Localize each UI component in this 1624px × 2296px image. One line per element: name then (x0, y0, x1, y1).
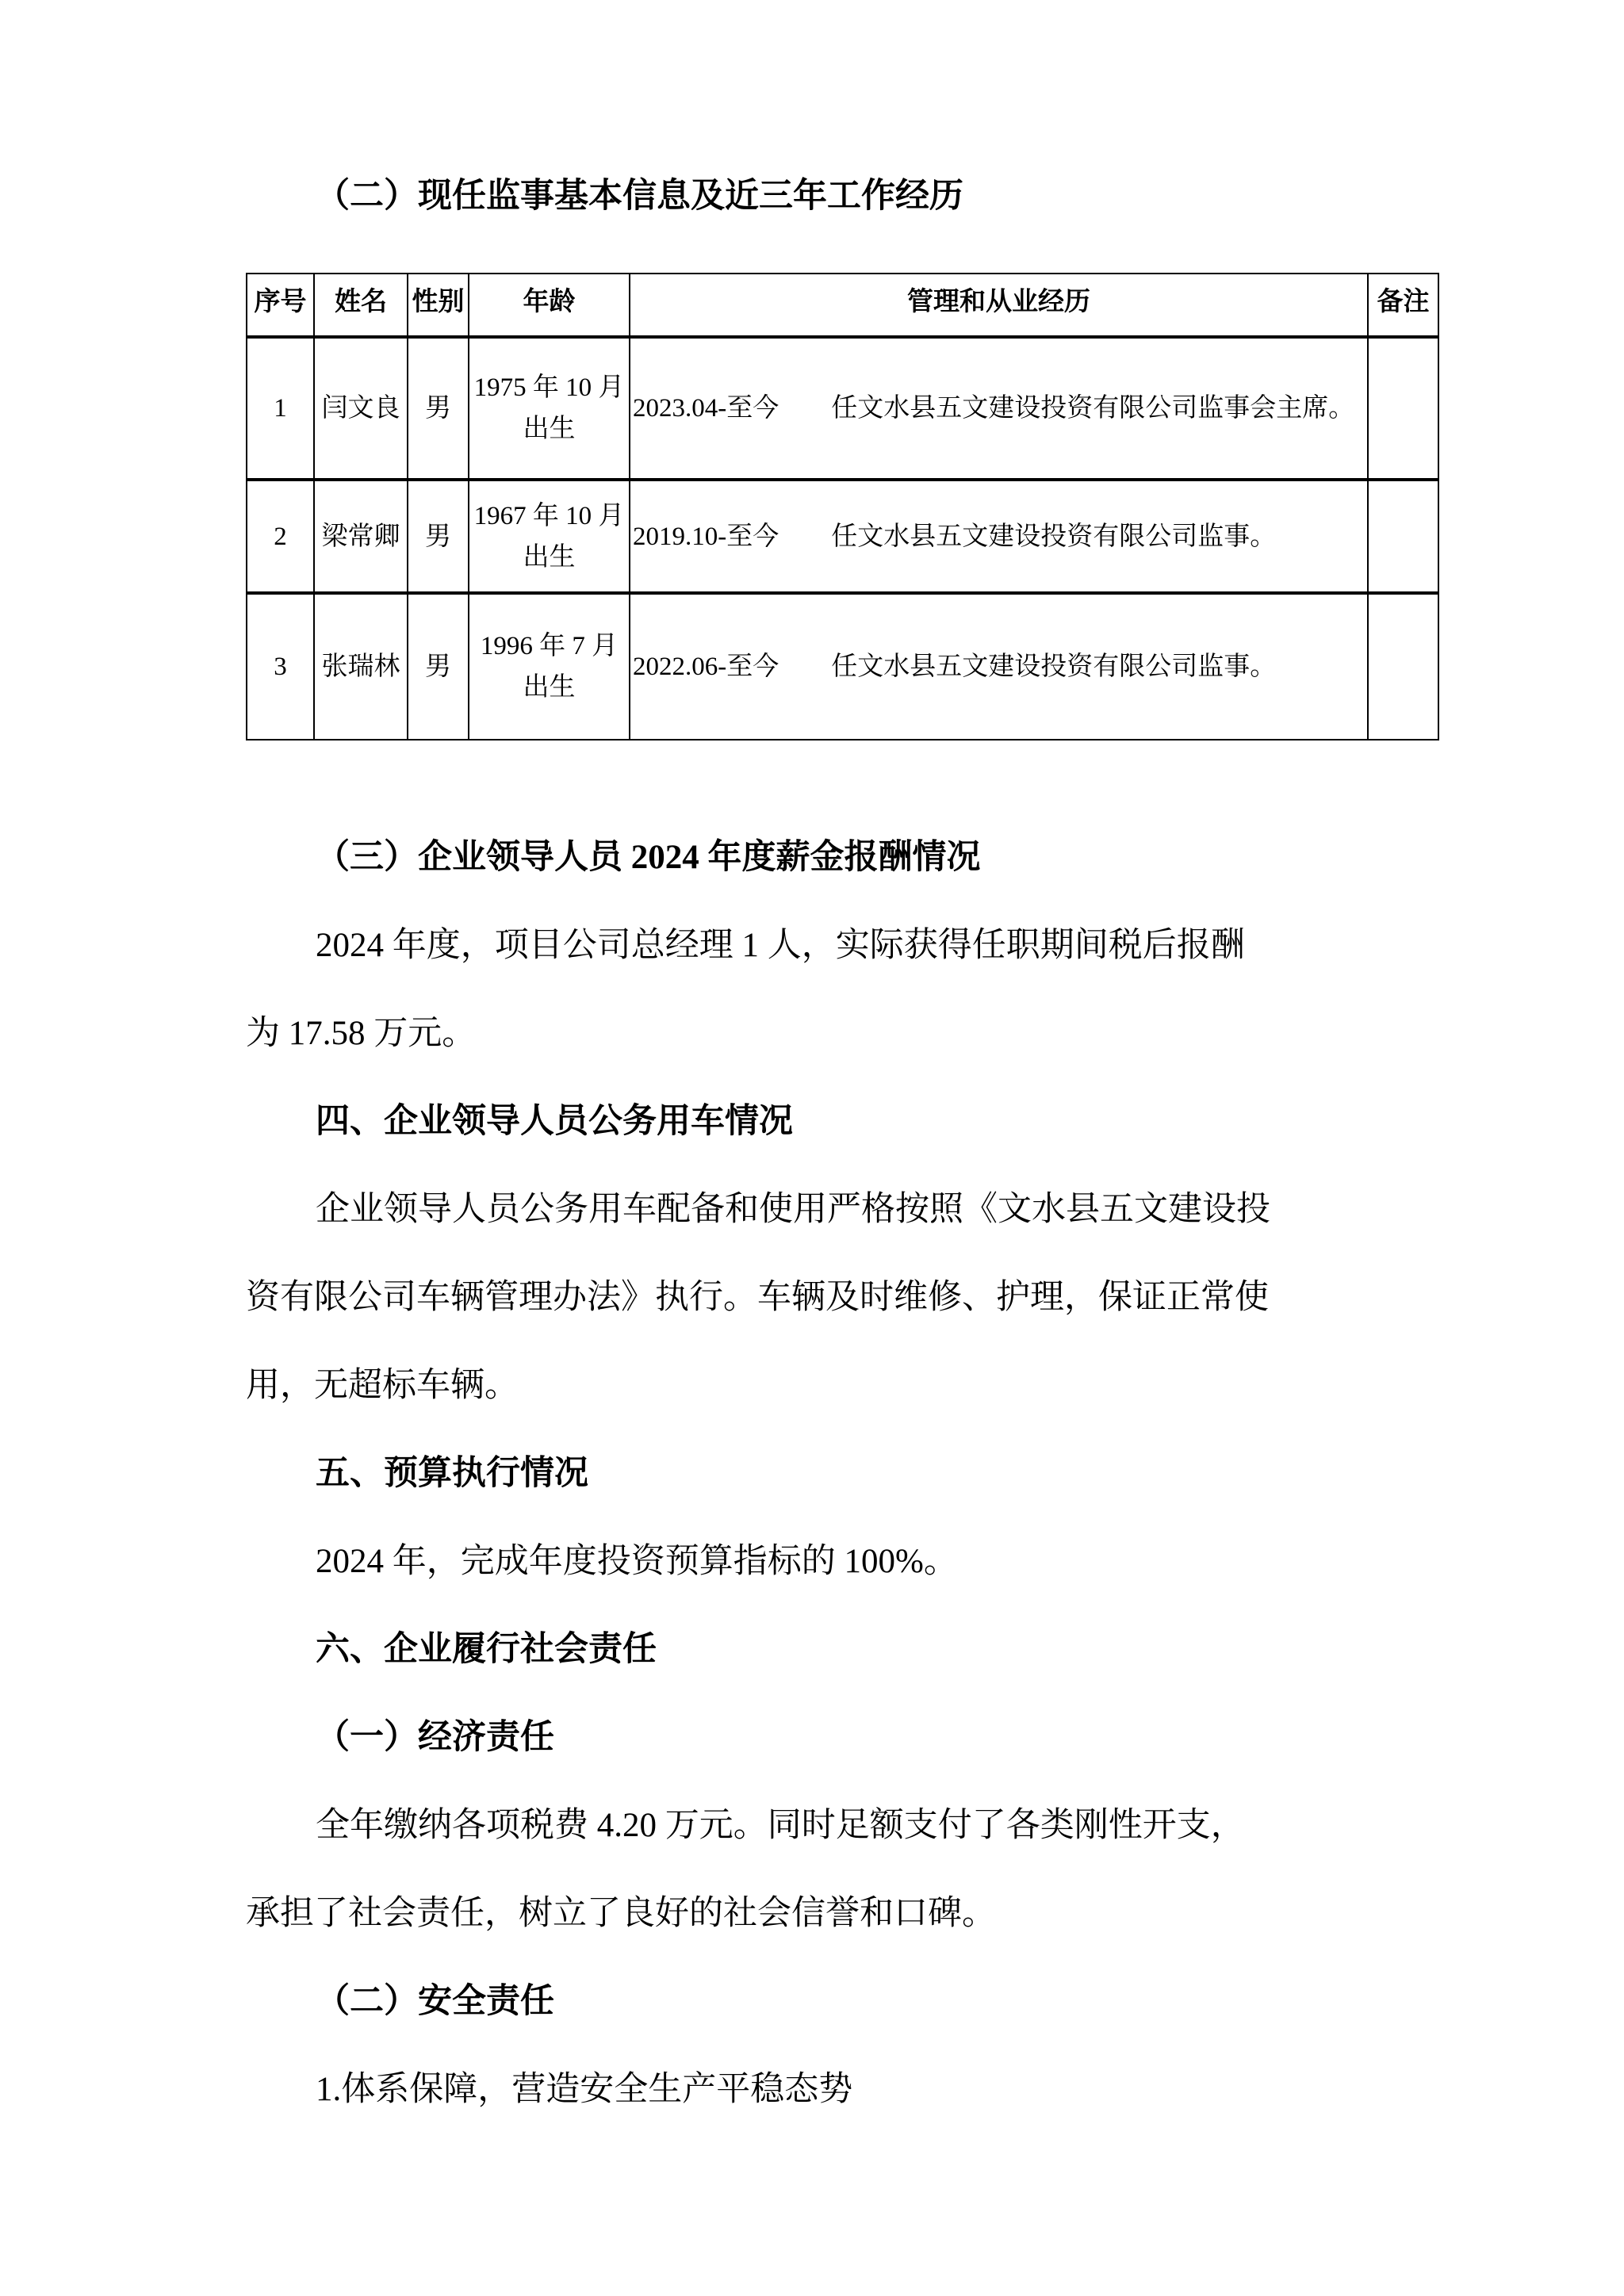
col-header-remark: 备注 (1368, 274, 1438, 337)
cell-age (469, 337, 630, 480)
col-header-experience: 管理和从业经历 (630, 274, 1368, 337)
age-line-2: 出生 (523, 542, 576, 572)
cell-age (469, 480, 630, 593)
supervisors-table (246, 273, 1439, 740)
cell-name: 张瑞林 (314, 593, 408, 740)
section-6-heading: 六、企业履行社会责任 (316, 1631, 657, 1668)
age-line-1: 1975 年 10 月 (473, 373, 625, 402)
section-2-heading: （二）现任监事基本信息及近三年工作经历 (316, 178, 963, 215)
section-3-heading: （三）企业领导人员 2024 年度薪金报酬情况 (316, 839, 981, 876)
section-4-heading: 四、企业领导人员公务用车情况 (316, 1103, 793, 1140)
safety-point-line: 1.体系保障，营造安全生产平稳态势 (316, 2071, 853, 2108)
economic-paragraph-line: 承担了社会责任，树立了良好的社会信誉和口碑。 (246, 1895, 996, 1932)
table-row-3 (247, 593, 1438, 740)
cell-no: 1 (247, 337, 314, 480)
col-header-no: 序号 (247, 274, 314, 337)
section-6-2-heading: （二）安全责任 (316, 1983, 554, 2020)
cell-remark (1368, 480, 1438, 593)
cell-name: 闫文良 (314, 337, 408, 480)
cell-gender: 男 (408, 480, 469, 593)
table-row-2 (247, 480, 1438, 593)
cell-no: 3 (247, 593, 314, 740)
cell-gender: 男 (408, 337, 469, 480)
vehicle-paragraph-line: 资有限公司车辆管理办法》执行。车辆及时维修、护理，保证正常使 (246, 1279, 1269, 1316)
cell-age (469, 593, 630, 740)
col-header-name: 姓名 (314, 274, 408, 337)
cell-remark (1368, 337, 1438, 480)
age-line-1: 1967 年 10 月 (473, 501, 625, 530)
col-header-gender: 性别 (408, 274, 469, 337)
cell-remark (1368, 593, 1438, 740)
age-line-2: 出生 (523, 415, 576, 443)
cell-gender: 男 (408, 593, 469, 740)
table-row-1 (247, 337, 1438, 480)
age-line-1: 1996 年 7 月 (480, 632, 619, 660)
salary-paragraph-line: 2024 年度，项目公司总经理 1 人，实际获得任职期间税后报酬 (316, 927, 1245, 964)
vehicle-paragraph-line: 企业领导人员公务用车配备和使用严格按照《文水县五文建设投 (316, 1191, 1270, 1228)
cell-experience: 2019.10-至今 任文水县五文建设投资有限公司监事。 (630, 480, 1368, 593)
cell-name: 梁常卿 (314, 480, 408, 593)
section-5-heading: 五、预算执行情况 (316, 1455, 588, 1492)
table-header-row (247, 274, 1438, 337)
age-line-2: 出生 (523, 673, 576, 702)
cell-no: 2 (247, 480, 314, 593)
vehicle-paragraph-line: 用，无超标车辆。 (246, 1367, 519, 1404)
document-content (246, 0, 1430, 2133)
col-header-age: 年龄 (469, 274, 630, 337)
budget-paragraph-line: 2024 年，完成年度投资预算指标的 100%。 (316, 1543, 958, 1580)
cell-experience: 2023.04-至今 任文水县五文建设投资有限公司监事会主席。 (630, 337, 1368, 480)
section-6-1-heading: （一）经济责任 (316, 1719, 554, 1756)
cell-experience: 2022.06-至今 任文水县五文建设投资有限公司监事。 (630, 593, 1368, 740)
economic-paragraph-line: 全年缴纳各项税费 4.20 万元。同时足额支付了各类刚性开支， (316, 1807, 1245, 1844)
salary-paragraph-line: 为 17.58 万元。 (246, 1015, 477, 1052)
